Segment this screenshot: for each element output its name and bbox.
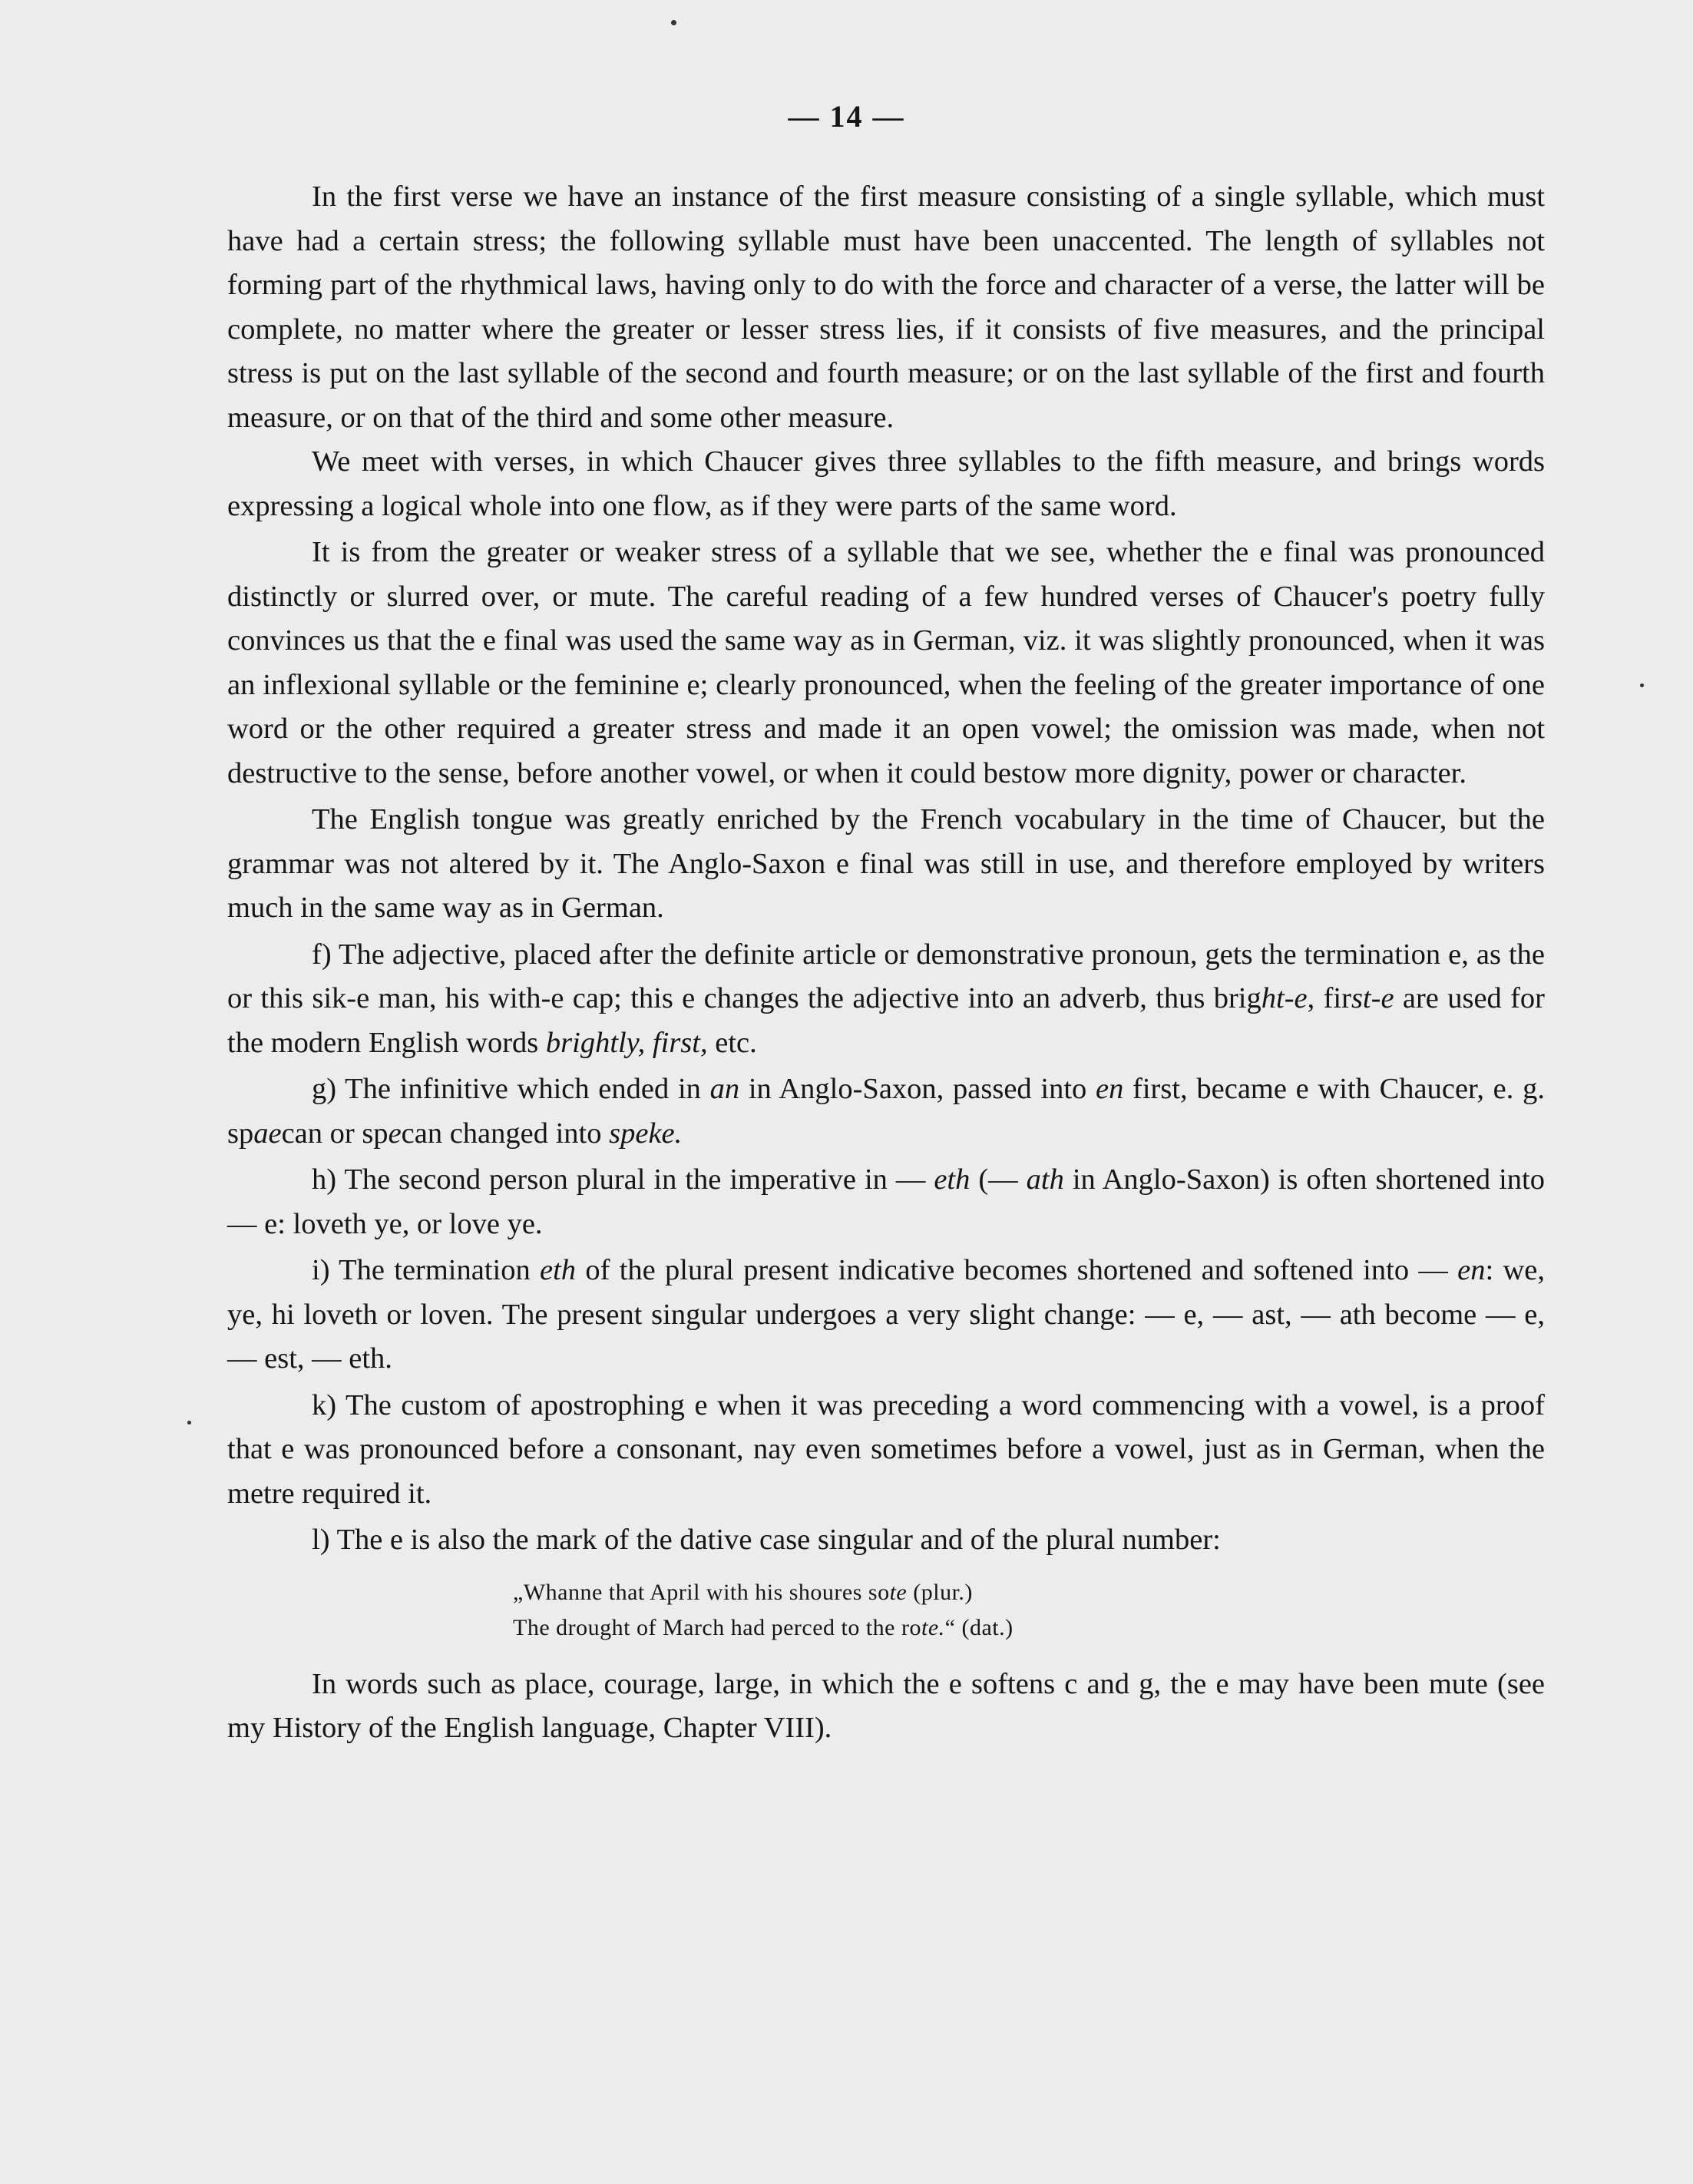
rule-g-text-i: can changed into: [401, 1117, 610, 1150]
quote-line2-italic: te.: [921, 1614, 945, 1640]
rule-g-italic-f: ae: [253, 1117, 282, 1150]
paragraph-1: In the first verse we have an instance of the first measure consisting of a single syllable, which must have had a certain stress; the following syllable must have been unaccented. The length of syllables not forming part of the rhythmical laws, having only to do with the force and character of a verse, the latter will be complete, no matter where the greater or lesser stress lies, if it consists of five measures, and the principal stress is put on the last syllable of the second and fourth measure; or on the last syllable of the first and fourth measure, or on that of the third and some other measure.: [227, 180, 1545, 434]
rule-i-text-a: i) The termination: [312, 1254, 541, 1286]
rule-h-text-c: (—: [970, 1163, 1027, 1196]
rule-f-text-a: f) The adjective, placed after the definite article or demonstrative pronoun, gets the termination e, as the or this sik-e man, his with-e cap; this e changes the adjective into an adverb, thus brig: [227, 938, 1545, 1014]
rule-h-italic-d: ath: [1026, 1163, 1064, 1196]
quote-line2-a: The drought of March had perced to the ro: [513, 1614, 921, 1640]
quotation-line-1: [513, 1575, 1545, 1610]
paragraph-rule-g: [227, 1067, 1545, 1156]
chaucer-quotation: [227, 1575, 1545, 1646]
rule-f-italic-b: ht-e: [1261, 982, 1308, 1014]
rule-f-italic-f: brightly, first,: [545, 1026, 708, 1059]
paragraph-rule-l: l) The e is also the mark of the dative case singular and of the plural number:: [312, 1524, 1221, 1556]
paragraph-final: In words such as place, courage, large, in which the e softens c and g, the e may have been mute (see my History of the English language, Chapter VIII).: [227, 1667, 1545, 1744]
paragraph-3: It is from the greater or weaker stress of a syllable that we see, whether the e final was pronounced distinctly or slurred over, or mute. The careful reading of a few hundred verses of Chaucer's poetry fully convinces us that the e final was used the same way as in German, viz. it was slightly pronounced, when it was an inflexional syllable or the feminine e; clearly pronounced, when the feeling of the greater importance of one word or the other required a greater stress and made it an open vowel; the omission was made, when not destructive to the sense, before another vowel, or when it could bestow more dignity, power or character.: [227, 536, 1545, 789]
rule-f-text-e: are used for the modern English words: [227, 982, 1546, 1059]
rule-i-text-c: of the plural present indicative becomes shortened and softened into —: [576, 1254, 1458, 1286]
rule-g-text-a: g) The infinitive which ended in: [312, 1073, 710, 1105]
rule-g-italic-j: speke.: [609, 1117, 683, 1150]
rule-h-text-e: in Anglo-Saxon) is often shortened into — e: loveth ye, or love ye.: [227, 1163, 1545, 1240]
page-number: — 14 —: [788, 99, 905, 134]
quotation-line-2: [513, 1610, 1545, 1646]
print-speck: [671, 20, 676, 25]
quote-line2-c: “ (dat.): [944, 1614, 1013, 1640]
rule-g-italic-b: an: [709, 1073, 740, 1105]
rule-g-text-g: can or sp: [281, 1117, 389, 1150]
rule-g-italic-h: e: [388, 1117, 402, 1150]
rule-h-text-a: h) The second person plural in the imperative in —: [312, 1163, 934, 1196]
rule-g-text-e: first, became e with Chaucer, e. g. sp: [227, 1073, 1545, 1150]
paragraph-2: We meet with verses, in which Chaucer gives three syllables to the fifth measure, and brings words expressing a logical whole into one flow, as if they were parts of the same word.: [227, 445, 1545, 522]
rule-f-text-c: , fir: [1307, 982, 1351, 1014]
paragraph-rule-k: k) The custom of apostrophing e when it was preceding a word commencing with a vowel, is a proof that e was pronounced before a consonant, nay even sometimes before a vowel, just as in German, when the metre required it.: [227, 1388, 1545, 1510]
body-text: [227, 175, 1545, 1751]
quote-line1-a: „Whanne that April with his shoures so: [513, 1579, 890, 1605]
print-speck: [1640, 683, 1644, 687]
paragraph-rule-h: [227, 1158, 1545, 1246]
rule-i-italic-b: eth: [540, 1254, 577, 1286]
quote-line1-italic: te: [889, 1579, 908, 1605]
paragraph-rule-i: [227, 1249, 1545, 1382]
quote-line1-c: (plur.): [907, 1579, 973, 1605]
rule-i-text-e: : we, ye, hi loveth or loven. The present singular undergoes a very slight change: — e, — ast, — ath become — e, — est, — eth.: [227, 1254, 1545, 1375]
rule-h-italic-b: eth: [934, 1163, 970, 1196]
paragraph-rule-f: [227, 933, 1545, 1066]
rule-f-text-g: etc.: [707, 1026, 757, 1059]
rule-f-italic-d: st-e: [1351, 982, 1394, 1014]
rule-g-italic-d: en: [1095, 1073, 1124, 1105]
rule-i-italic-d: en: [1457, 1254, 1486, 1286]
rule-g-text-c: in Anglo-Saxon, passed into: [739, 1073, 1096, 1105]
print-speck: [187, 1421, 191, 1425]
paragraph-4: The English tongue was greatly enriched by the French vocabulary in the time of Chaucer, but the grammar was not altered by it. The Anglo-Saxon e final was still in use, and therefore employed by writers much in the same way as in German.: [227, 803, 1545, 924]
